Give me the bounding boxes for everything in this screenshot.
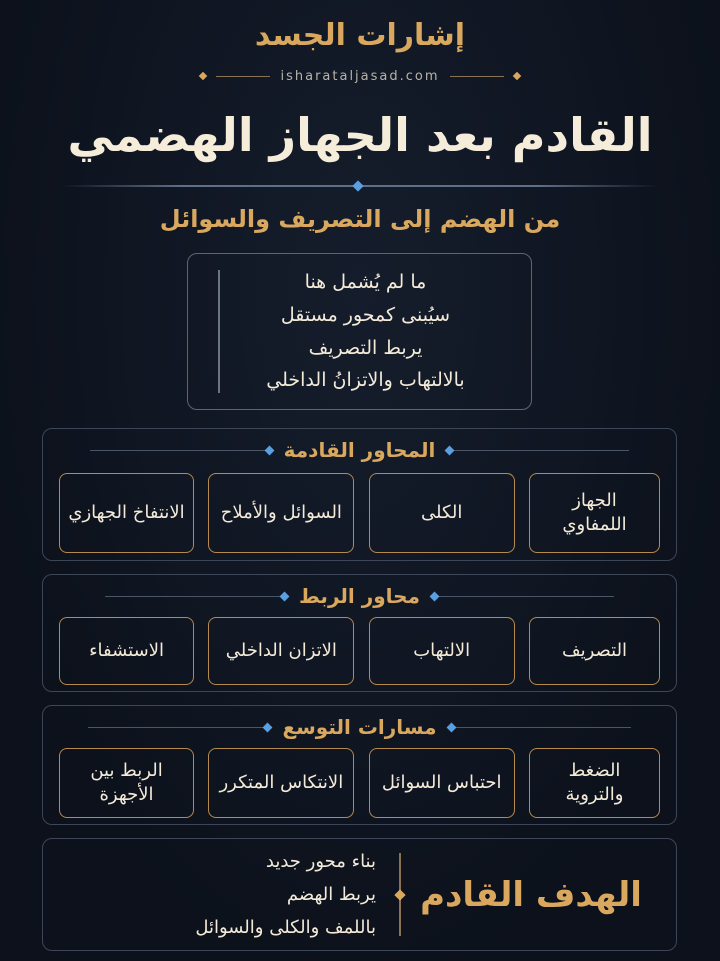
card-systemic-bloating[interactable]: الانتفاخ الجهازي (59, 473, 194, 553)
note-line: ما لم يُشمل هنا (304, 271, 427, 293)
section-header (43, 712, 676, 742)
diamond-icon (430, 591, 440, 601)
card-linking-systems[interactable]: الربط بين الأجهزة (59, 748, 194, 818)
divider (449, 450, 629, 451)
brand-url-row (200, 66, 520, 86)
card-drainage[interactable]: التصريف (529, 617, 660, 685)
divider (88, 727, 268, 728)
note-line: يربط التصريف (308, 336, 423, 359)
section-upcoming-axes (42, 428, 677, 561)
card-homeostasis[interactable]: الاتزان الداخلي (208, 617, 354, 685)
card-lymphatic[interactable]: الجهاز اللمفاوي (529, 473, 660, 553)
goal-box (42, 838, 677, 951)
diamond-icon (263, 722, 273, 732)
goal-line: يربط الهضم (286, 884, 376, 905)
goal-text (63, 851, 376, 938)
card-row (59, 748, 660, 818)
card-fluid-retention[interactable]: احتباس السوائل (369, 748, 515, 818)
card-pressure-perfusion[interactable]: الضغط والتروية (529, 748, 660, 818)
section-header (43, 581, 676, 611)
goal-line: بناء محور جديد (265, 851, 376, 872)
note-content (218, 270, 511, 393)
card-recurrent-relapse[interactable]: الانتكاس المتكرر (208, 748, 354, 818)
card-row (59, 473, 660, 553)
divider (90, 450, 270, 451)
divider (105, 596, 285, 597)
divider (450, 76, 504, 77)
brand-url[interactable]: isharataljasad.com (280, 68, 440, 84)
diamond-icon (394, 890, 405, 901)
note-line: بالالتهاب والاتزانُ الداخلي (266, 369, 465, 392)
section-link-axes (42, 574, 677, 692)
divider (399, 853, 401, 936)
section-expansion-paths (42, 705, 677, 825)
section-title: محاور الربط (299, 584, 420, 608)
card-fluids-salts[interactable]: السوائل والأملاح (208, 473, 354, 553)
diamond-icon (352, 180, 363, 191)
note-line: سيُبنى كمحور مستقل (280, 303, 451, 326)
section-title: المحاور القادمة (283, 438, 436, 462)
diamond-icon (513, 72, 521, 80)
divider (216, 76, 270, 77)
diamond-icon (280, 591, 290, 601)
section-header (43, 435, 676, 465)
section-title: مسارات التوسع (282, 715, 437, 739)
goal-title: الهدف القادم (420, 874, 642, 915)
card-inflammation[interactable]: الالتهاب (369, 617, 515, 685)
diamond-icon (264, 445, 274, 455)
card-kidneys[interactable]: الكلى (369, 473, 515, 553)
brand-title: إشارات الجسد (254, 18, 466, 53)
divider (434, 596, 614, 597)
divider (451, 727, 631, 728)
diamond-icon (446, 722, 456, 732)
card-recovery[interactable]: الاستشفاء (59, 617, 194, 685)
card-row (59, 617, 660, 685)
title-divider (62, 185, 658, 187)
diamond-icon (445, 445, 455, 455)
page-title: القادم بعد الجهاز الهضمي (67, 108, 653, 162)
note-box (187, 253, 532, 410)
diamond-icon (199, 72, 207, 80)
page-subtitle: من الهضم إلى التصريف والسوائل (159, 205, 561, 233)
goal-line: باللمف والكلى والسوائل (195, 917, 376, 938)
